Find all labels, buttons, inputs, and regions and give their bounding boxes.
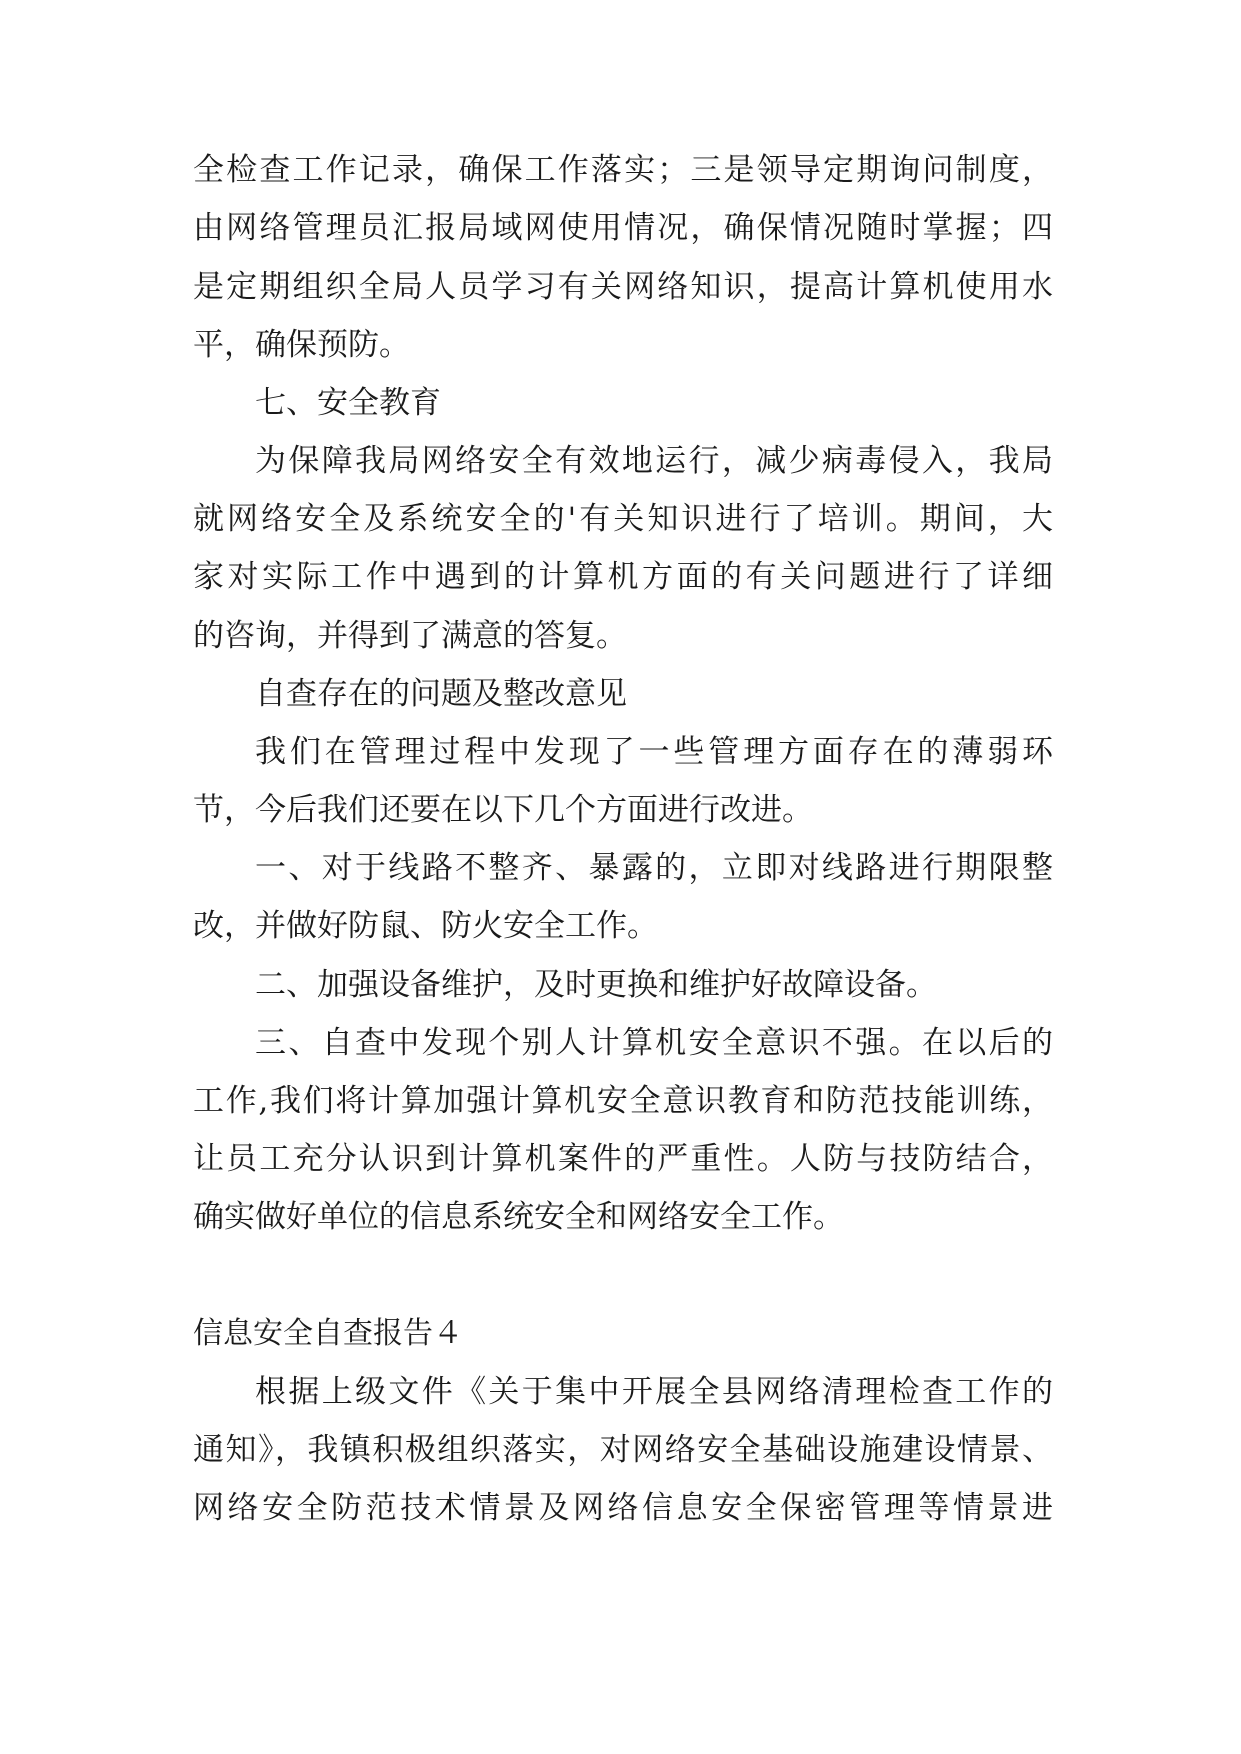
paragraph-line: 全检查工作记录，确保工作落实；三是领导定期询问制度， [193, 152, 1053, 188]
paragraph-line: 节，今后我们还要在以下几个方面进行改进。 [193, 792, 813, 828]
list-item-continuation: 确实做好单位的信息系统安全和网络安全工作。 [193, 1199, 844, 1235]
paragraph-line: 家对实际工作中遇到的计算机方面的有关问题进行了详细 [193, 559, 1053, 595]
paragraph-line: 由网络管理员汇报局域网使用情况，确保情况随时掌握；四 [193, 210, 1053, 246]
paragraph-line: 的咨询，并得到了满意的答复。 [193, 618, 627, 654]
report-title: 信息安全自查报告４ [193, 1316, 463, 1351]
paragraph-line: 是定期组织全局人员学习有关网络知识，提高计算机使用水 [193, 269, 1053, 305]
list-item: 三、自查中发现个别人计算机安全意识不强。在以后的 [255, 1025, 1053, 1061]
paragraph-line: 为保障我局网络安全有效地运行，减少病毒侵入，我局 [255, 443, 1053, 479]
paragraph-line: 我们在管理过程中发现了一些管理方面存在的薄弱环 [255, 734, 1053, 770]
paragraph-line: 根据上级文件《关于集中开展全县网络清理检查工作的 [255, 1374, 1053, 1410]
list-item-continuation: 改，并做好防鼠、防火安全工作。 [193, 908, 658, 944]
list-item-continuation: 让员工充分认识到计算机案件的严重性。人防与技防结合， [193, 1141, 1053, 1177]
paragraph-line: 网络安全防范技术情景及网络信息安全保密管理等情景进 [193, 1490, 1053, 1526]
paragraph-line: 通知》，我镇积极组织落实，对网络安全基础设施建设情景、 [193, 1432, 1053, 1468]
list-item: 一、对于线路不整齐、暴露的，立即对线路进行期限整 [255, 850, 1053, 886]
paragraph-line: 平，确保预防。 [193, 327, 410, 363]
list-item-continuation: 工作,我们将计算加强计算机安全意识教育和防范技能训练， [193, 1083, 1053, 1119]
paragraph-line: 就网络安全及系统安全的'有关知识进行了培训。期间，大 [193, 501, 1053, 537]
section-heading: 七、安全教育 [255, 385, 441, 421]
section-heading: 自查存在的问题及整改意见 [255, 676, 627, 712]
list-item: 二、加强设备维护，及时更换和维护好故障设备。 [255, 967, 937, 1003]
